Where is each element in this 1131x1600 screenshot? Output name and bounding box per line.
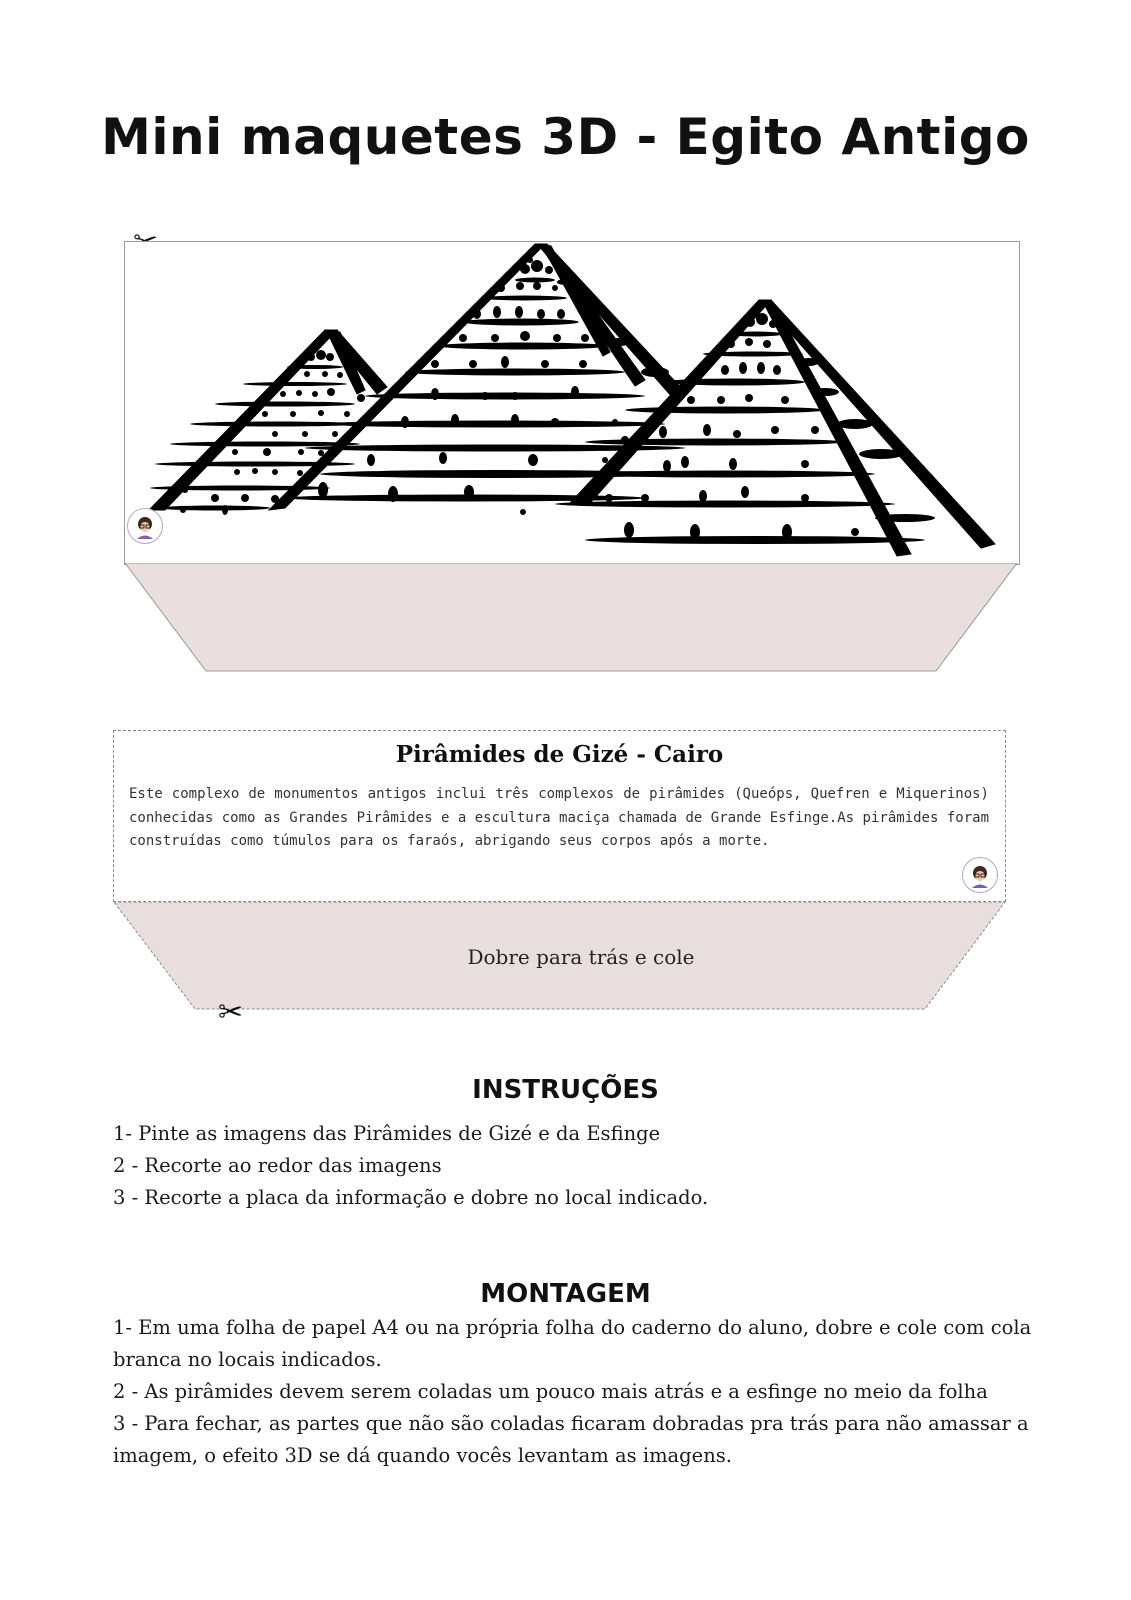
info-card (113, 730, 1006, 902)
instruction-step: 1- Pinte as imagens das Pirâmides de Gizé e da Esfinge (113, 1122, 661, 1145)
instructions-heading: INSTRUÇÕES (472, 1075, 659, 1105)
assembly-heading: MONTAGEM (480, 1279, 651, 1309)
assembly-step: 3 - Para fechar, as partes que não são coladas ficaram dobradas pra trás para não amassar a imagem, o efeito 3D se dá quando vocês levantam as imagens. (113, 1412, 1029, 1467)
pyramids-illustration (125, 242, 1019, 564)
info-card-title: Pirâmides de Gizé - Cairo (395, 741, 724, 768)
assembly-step: 1- Em uma folha de papel A4 ou na própria folha do caderno do aluno, dobre e cole com cola branca no locais indicados. (113, 1316, 1032, 1371)
instruction-step: 2 - Recorte ao redor das imagens (113, 1154, 442, 1177)
pyramid-fold-flap (124, 563, 1018, 673)
instruction-step: 3 - Recorte a placa da informação e dobre no local indicado. (113, 1186, 709, 1209)
profile-logo-icon (127, 508, 163, 544)
profile-logo-icon (962, 857, 998, 893)
assembly-step: 2 - As pirâmides devem serem coladas um pouco mais atrás e a esfinge no meio da folha (113, 1380, 988, 1403)
pyramid-cutout-card (124, 241, 1020, 565)
page-title: Mini maquetes 3D - Egito Antigo (101, 108, 1030, 166)
fold-instruction-label: Dobre para trás e cole (467, 945, 695, 969)
info-card-text: Este complexo de monumentos antigos inclui três complexos de pirâmides (Queóps, Quefren e Miquerinos) conhecidas como as Grandes Pirâmides e a escultura maciça chamada de Grande Esfinge.As pirâmides foram construídas como túmulos para os faraós, abrigando seus corpos após a morte. (129, 786, 989, 849)
scissors-icon: ✂ (218, 995, 244, 1030)
